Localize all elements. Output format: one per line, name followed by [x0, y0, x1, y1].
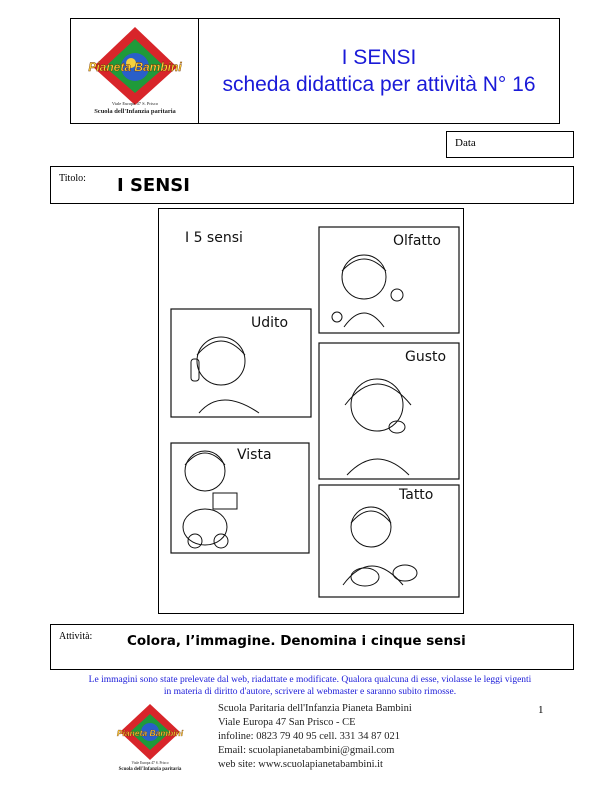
pianeta-bambini-logo	[71, 19, 199, 123]
header-table	[70, 18, 560, 124]
footer-logo	[100, 702, 200, 772]
activity-box	[50, 624, 574, 670]
logo-cell	[71, 19, 199, 123]
panel-vista	[171, 443, 309, 553]
label-olfatto: Olfatto	[393, 233, 441, 249]
label-udito: Udito	[251, 315, 289, 331]
panel-udito	[171, 309, 311, 417]
label-vista: Vista	[237, 447, 272, 463]
title-value: I SENSI	[117, 175, 190, 196]
footer-logo-brand: Pianeta Bambini	[116, 728, 184, 738]
disclaimer-line1: Le immagini sono state prelevate dal web, riadattate e modificate. Qualora qualcuna di esse, violasse le leggi vigenti	[88, 675, 532, 685]
date-field[interactable]	[446, 131, 574, 158]
title-box	[50, 166, 574, 204]
logo-address-text: Viale Europa 47 S. Prisco	[111, 101, 159, 106]
footer-phone: infoline: 0823 79 40 95 cell. 331 34 87 021	[218, 731, 400, 742]
page-number: 1	[538, 704, 544, 716]
activity-value: Colora, l’immagine. Denomina i cinque sensi	[127, 633, 466, 649]
footer-contact	[218, 702, 412, 772]
worksheet-illustration	[158, 208, 464, 614]
label-tatto: Tatto	[399, 487, 434, 503]
date-label: Data	[455, 137, 476, 149]
label-gusto: Gusto	[405, 349, 447, 365]
header-title	[199, 19, 559, 123]
header-title-line2: scheda didattica per attività N° 16	[222, 73, 536, 96]
logo-brand-text: Pianeta Bambini	[88, 60, 182, 74]
panel-gusto	[319, 343, 459, 479]
footer-school: Scuola Paritaria dell'Infanzia Pianeta Bambini	[218, 703, 412, 714]
title-label: Titolo:	[59, 173, 86, 184]
panel-olfatto	[319, 227, 459, 333]
copyright-disclaimer	[30, 674, 590, 698]
footer-email[interactable]: Email: scuolapianetabambini@gmail.com	[218, 745, 395, 756]
footer-website[interactable]: web site: www.scuolapianetabambini.it	[218, 759, 383, 770]
worksheet-heading: I 5 sensi	[185, 230, 243, 246]
footer-logo-address: Viale Europa 47 S. Prisco	[131, 761, 169, 765]
footer-logo-image	[100, 702, 200, 772]
header-title-line1: I SENSI	[341, 46, 417, 69]
disclaimer-line2: in materia di diritto d'autore, scrivere al webmaster e saranno subito rimosse.	[163, 687, 457, 697]
worksheet-drawing	[159, 209, 465, 615]
footer-address: Viale Europa 47 San Prisco - CE	[218, 717, 356, 728]
logo-subtitle-text: Scuola dell'Infanzia paritaria	[94, 108, 176, 115]
activity-label: Attività:	[59, 631, 93, 642]
panel-tatto	[319, 485, 459, 597]
footer-logo-subtitle: Scuola dell'Infanzia paritaria	[118, 767, 182, 772]
